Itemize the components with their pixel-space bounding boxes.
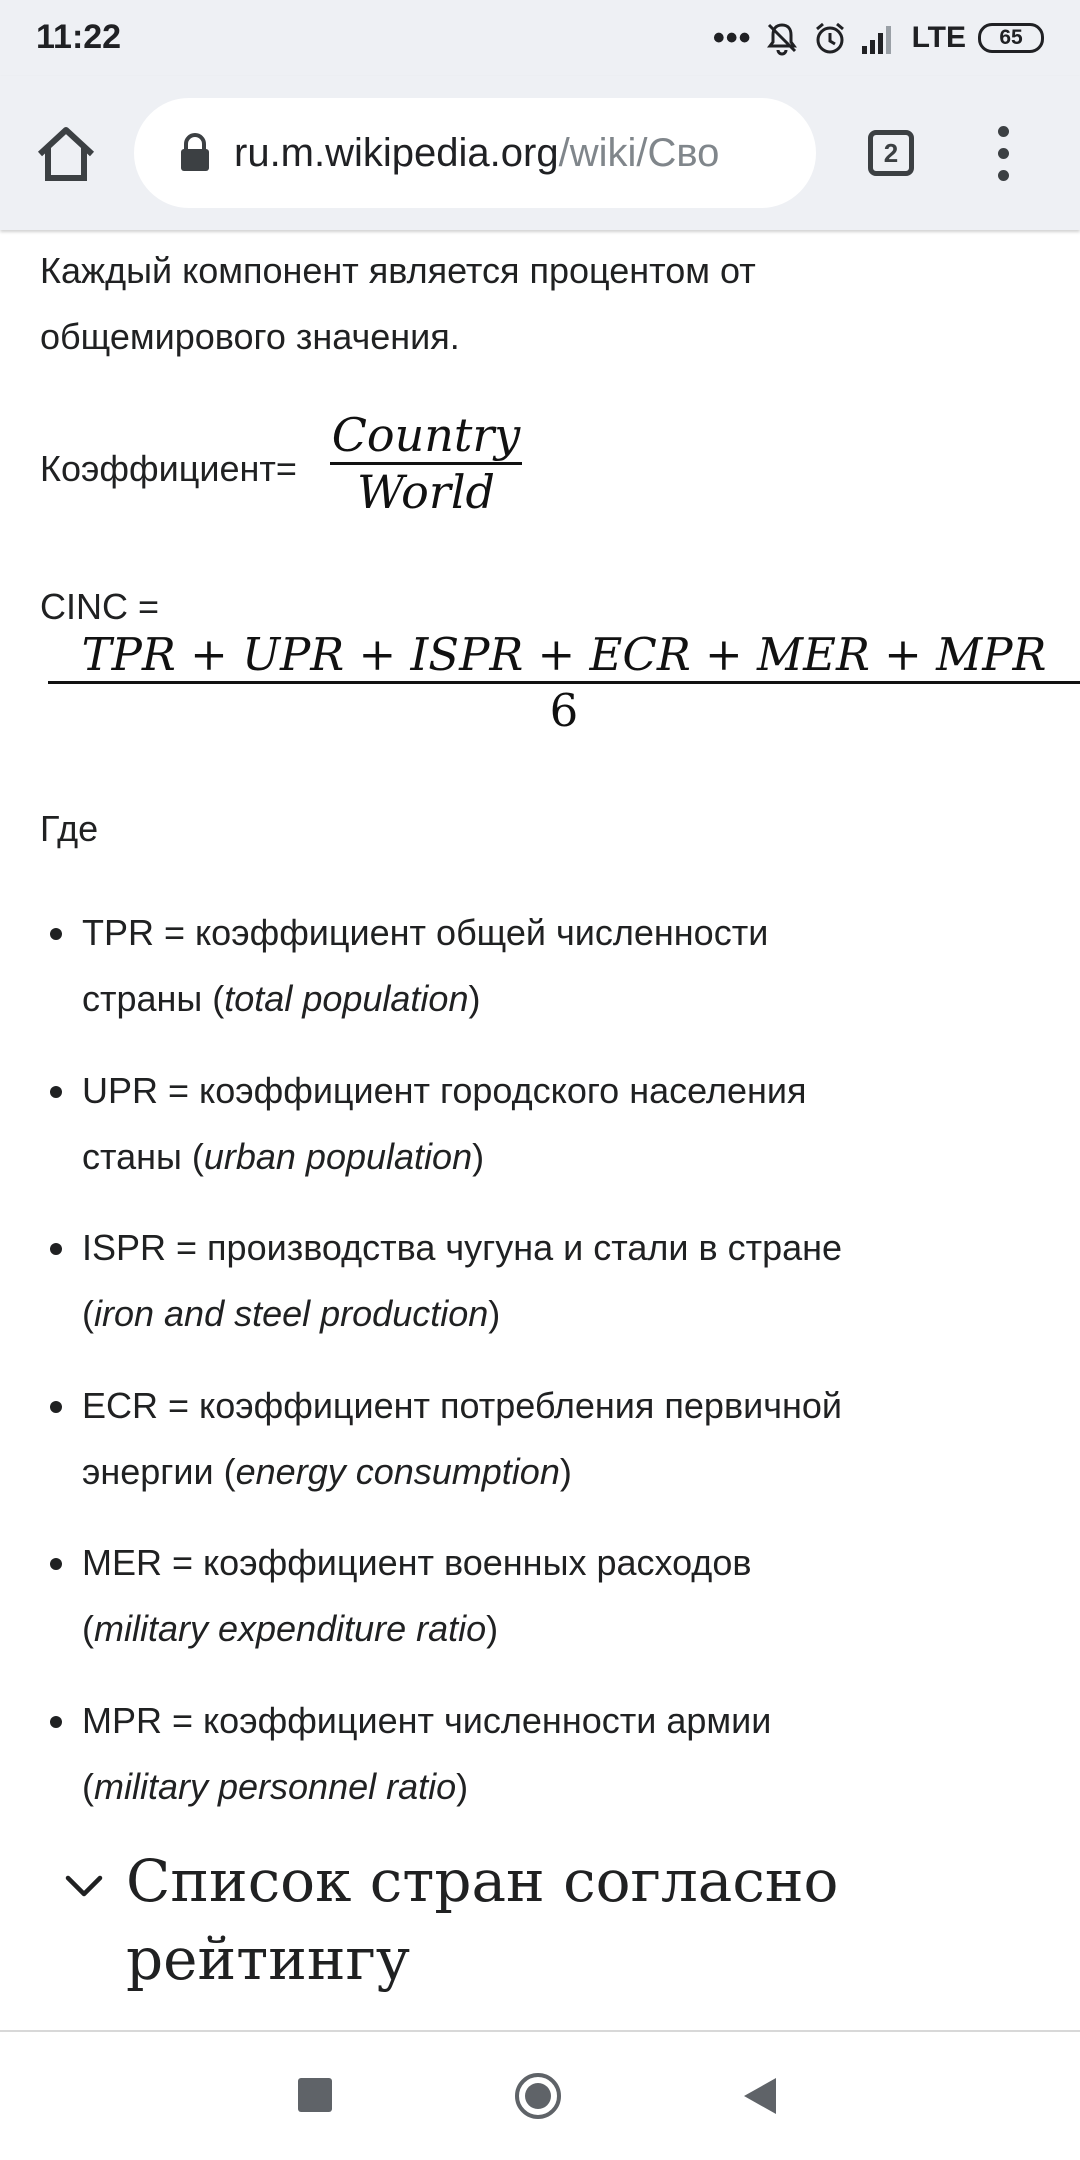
intro-line-2: общемирового значения.	[40, 316, 460, 357]
section-heading-line: рейтингу	[126, 1925, 411, 1993]
list-item-line: (military personnel ratio)	[82, 1766, 469, 1807]
section-heading-text	[126, 1842, 1026, 1998]
list-item-line: (military expenditure ratio)	[82, 1608, 499, 1649]
list-item-line: TPR = коэффициент общей численности	[82, 912, 769, 953]
list-item-line: ECR = коэффициент потребления первичной	[82, 1385, 842, 1426]
browser-toolbar	[0, 76, 1080, 230]
chevron-down-icon[interactable]	[64, 1872, 104, 1902]
alarm-icon	[812, 20, 848, 56]
list-item-line: (iron and steel production)	[82, 1293, 501, 1334]
system-navigation-bar	[0, 2032, 1080, 2160]
list-item-line: ISPR = производства чугуна и стали в стране	[82, 1227, 843, 1268]
intro-paragraph	[40, 238, 756, 370]
home-icon[interactable]	[34, 124, 98, 184]
coefficient-denominator: World	[357, 465, 495, 519]
section-heading-line: Список стран согласно	[126, 1847, 839, 1915]
back-triangle-icon[interactable]	[742, 2076, 778, 2116]
list-item-line: страны (total population)	[82, 978, 481, 1019]
bullet-icon	[50, 1716, 62, 1728]
battery-indicator: 65	[978, 23, 1044, 53]
list-item-line: MER = коэффициент военных расходов	[82, 1542, 752, 1583]
menu-icon[interactable]	[988, 126, 1018, 182]
bullet-icon	[50, 928, 62, 940]
cinc-fraction	[48, 628, 1080, 737]
coefficient-label: Коэффициент=	[40, 448, 297, 489]
muted-bell-icon	[764, 20, 800, 56]
list-item-line: MPR = коэффициент численности армии	[82, 1700, 772, 1741]
url-path: /wiki/Сво	[558, 130, 720, 175]
bullet-icon	[50, 1243, 62, 1255]
notification-dots: •••	[712, 19, 752, 57]
coefficient-fraction	[330, 408, 522, 519]
home-circle-icon[interactable]	[514, 2072, 562, 2120]
list-item-line: UPR = коэффициент городского населения	[82, 1070, 807, 1111]
where-label: Где	[40, 808, 99, 849]
list-item-line: энергии (energy consumption)	[82, 1451, 572, 1492]
recents-square-icon[interactable]	[298, 2078, 332, 2112]
network-type: LTE	[911, 21, 966, 54]
address-bar[interactable]	[134, 98, 816, 208]
lock-icon[interactable]	[178, 133, 212, 173]
signal-icon	[860, 22, 900, 54]
status-icons	[713, 16, 1044, 60]
list-item-line: станы (urban population)	[82, 1136, 485, 1177]
tab-switcher-button[interactable]: 2	[868, 130, 914, 176]
bullet-icon	[50, 1086, 62, 1098]
cinc-denominator: 6	[549, 684, 579, 737]
coefficient-numerator: Country	[331, 408, 521, 462]
bullet-icon	[50, 1558, 62, 1570]
status-bar	[0, 0, 1080, 76]
cinc-label: CINC =	[40, 586, 160, 627]
cinc-numerator: TPR + UPR + ISPR + ECR + MER + MPR	[81, 628, 1047, 681]
url-text[interactable]	[234, 131, 790, 176]
bullet-icon	[50, 1401, 62, 1413]
status-time: 11:22	[36, 18, 122, 56]
intro-line-1: Каждый компонент является процентом от	[40, 250, 756, 291]
url-host: ru.m.wikipedia.org	[234, 130, 559, 175]
